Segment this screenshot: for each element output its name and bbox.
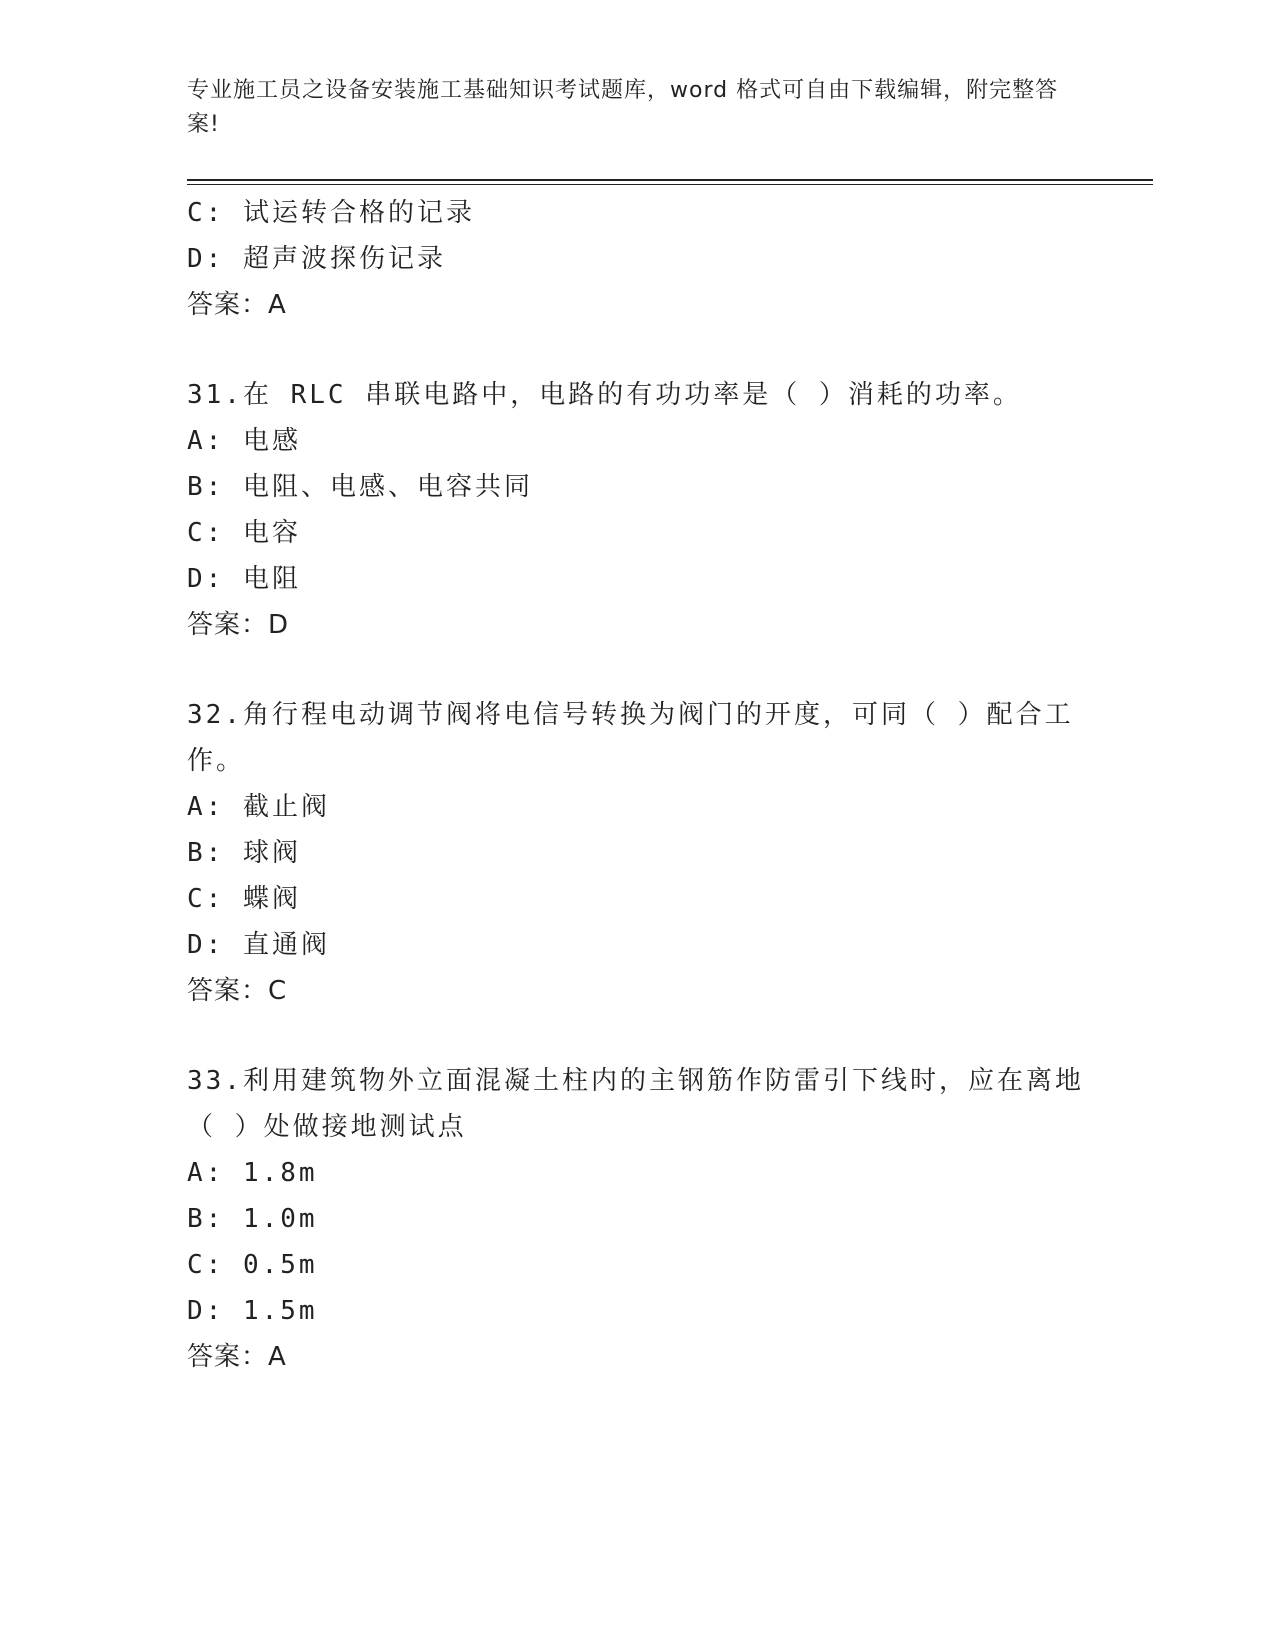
option-a: A: 截止阀 (187, 792, 330, 822)
option-c: C: 电容 (187, 518, 301, 548)
answer: 答案：C (187, 976, 288, 1006)
option-c: C: 0.5m (187, 1250, 318, 1280)
option-label: C (187, 1250, 206, 1280)
option-b: B: 球阀 (187, 838, 301, 868)
header-rule-thick (187, 179, 1153, 181)
option-text: 球阀 (242, 838, 301, 868)
option-label: D (187, 930, 206, 960)
option-text: 1.0m (242, 1204, 318, 1234)
option-label: C (187, 198, 206, 228)
option-label: D (187, 1296, 206, 1326)
option-text: 电容 (242, 518, 301, 548)
option-text: 1.5m (242, 1296, 318, 1326)
answer: 答案：D (187, 610, 290, 640)
question-33 (187, 1058, 1087, 1380)
option-label: C (187, 518, 206, 548)
option-c: C: 试运转合格的记录 (187, 198, 475, 228)
document-header: 专业施工员之设备安装施工基础知识考试题库，word 格式可自由下载编辑，附完整答案! (187, 78, 1059, 137)
option-label: B (187, 1204, 206, 1234)
question-stem-line-1: 32.角行程电动调节阀将电信号转换为阀门的开度，可同（ ）配合工 (187, 700, 1074, 730)
option-a: A: 1.8m (187, 1158, 318, 1188)
option-label: B (187, 472, 206, 502)
option-text: 电阻 (242, 564, 301, 594)
option-label: B (187, 838, 206, 868)
option-a: A: 电感 (187, 426, 301, 456)
option-text: 超声波探伤记录 (242, 244, 446, 274)
option-d: D: 电阻 (187, 564, 301, 594)
option-text: 直通阀 (242, 930, 330, 960)
option-label: A (187, 1158, 206, 1188)
header-rule-thin (187, 184, 1153, 185)
option-text: 蝶阀 (242, 884, 301, 914)
option-label: A (187, 792, 206, 822)
option-text: 1.8m (242, 1158, 318, 1188)
option-label: A (187, 426, 206, 456)
option-label: D (187, 564, 206, 594)
question-30-continued (187, 190, 1087, 328)
answer: 答案：A (187, 290, 287, 320)
option-b: B: 电阻、电感、电容共同 (187, 472, 533, 502)
question-31 (187, 372, 1087, 648)
option-d: D: 超声波探伤记录 (187, 244, 446, 274)
question-32 (187, 692, 1087, 1014)
question-stem-line-2: （ ）处做接地测试点 (187, 1112, 467, 1142)
option-b: B: 1.0m (187, 1204, 318, 1234)
option-label: C (187, 884, 206, 914)
option-label: D (187, 244, 206, 274)
option-text: 电阻、电感、电容共同 (242, 472, 533, 502)
question-stem-line-2: 作。 (187, 746, 246, 776)
option-text: 电感 (242, 426, 301, 456)
option-c: C: 蝶阀 (187, 884, 301, 914)
option-text: 0.5m (242, 1250, 318, 1280)
option-d: D: 1.5m (187, 1296, 318, 1326)
answer: 答案：A (187, 1342, 287, 1372)
option-text: 截止阀 (242, 792, 330, 822)
option-text: 试运转合格的记录 (242, 198, 475, 228)
option-d: D: 直通阀 (187, 930, 330, 960)
question-stem-line-1: 33.利用建筑物外立面混凝土柱内的主钢筋作防雷引下线时，应在离地 (187, 1066, 1084, 1096)
question-stem: 31.在 RLC 串联电路中，电路的有功功率是（ ）消耗的功率。 (187, 380, 1022, 410)
question-list (187, 190, 1087, 1380)
